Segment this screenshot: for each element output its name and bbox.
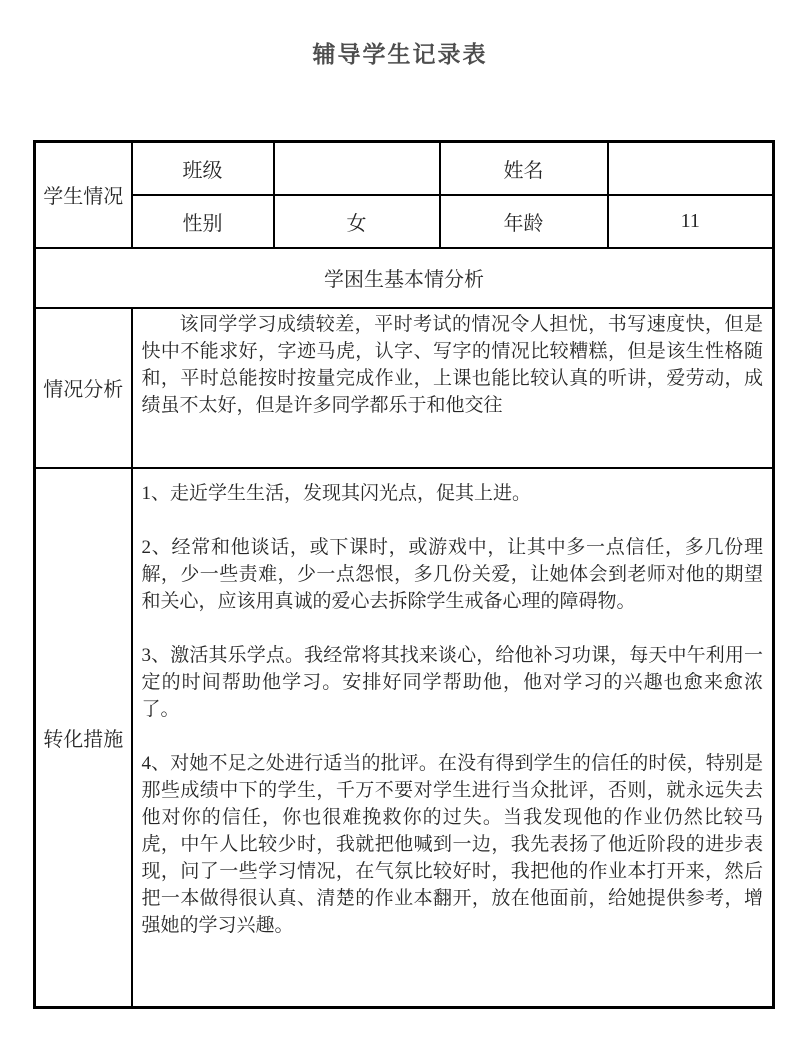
- table-row: [35, 308, 774, 468]
- class-label-cell: 班级: [132, 142, 274, 195]
- situation-text: 该同学学习成绩较差，平时考试的情况令人担忧，书写速度快，但是快中不能求好，字迹马虎，认字、写字的情况比较糟糕，但是该生性格随和，平时总能按时按量完成作业，上课也能比较认真的听讲，爱劳动，成绩虽不太好，但是许多同学都乐于和他交往: [141, 313, 763, 416]
- measures-text-cell: [132, 468, 774, 1008]
- gender-value-cell: 女: [274, 195, 440, 248]
- measure-item-3: 3、激活其乐学点。我经常将其找来谈心，给他补习功课，每天中午利用一定的时间帮助他学习。安排好同学帮助他，他对学习的兴趣也愈来愈浓了。: [141, 644, 763, 720]
- table-row: [35, 248, 774, 308]
- name-label-cell: 姓名: [440, 142, 608, 195]
- measure-item-4: 4、对她不足之处进行适当的批评。在没有得到学生的信任的时侯，特别是那些成绩中下的学生，千万不要对学生进行当众批评，否则，就永远失去他对你的信任，你也很难挽救你的过失。当我发现他的作业仍然比较马虎，中午人比较少时，我就把他喊到一边，我先表扬了他近阶段的进步表现，问了一些学习情况，在气氛比较好时，我把他的作业本打开来，然后把一本做得很认真、清楚的作业本翻开，放在他面前，给她提供参考，增强她的学习兴趣。: [141, 752, 763, 936]
- name-value-cell: [608, 142, 774, 195]
- table-row: [35, 195, 774, 248]
- record-table: [33, 140, 775, 1009]
- page-title: 辅导学生记录表: [312, 42, 488, 67]
- measure-item-1: 1、走近学生生活，发现其闪光点，促其上进。: [141, 482, 532, 504]
- age-label-cell: 年龄: [440, 195, 608, 248]
- class-value-cell: [274, 142, 440, 195]
- situation-section-label: 情况分析: [35, 308, 132, 468]
- age-value-cell: 11: [608, 195, 774, 248]
- gender-label-cell: 性别: [132, 195, 274, 248]
- measures-section-label: 转化措施: [35, 468, 132, 1008]
- situation-text-cell: [132, 308, 774, 468]
- table-row: [35, 142, 774, 195]
- analysis-header-cell: 学困生基本情分析: [35, 248, 774, 308]
- table-row: [35, 468, 774, 1008]
- measure-item-2: 2、经常和他谈话，或下课时，或游戏中，让其中多一点信任，多几份理解，少一些责难，少一点怨恨，多几份关爱，让她体会到老师对他的期望和关心，应该用真诚的爱心去拆除学生戒备心理的障碍物。: [141, 536, 763, 612]
- student-info-section-label: 学生情况: [35, 142, 132, 248]
